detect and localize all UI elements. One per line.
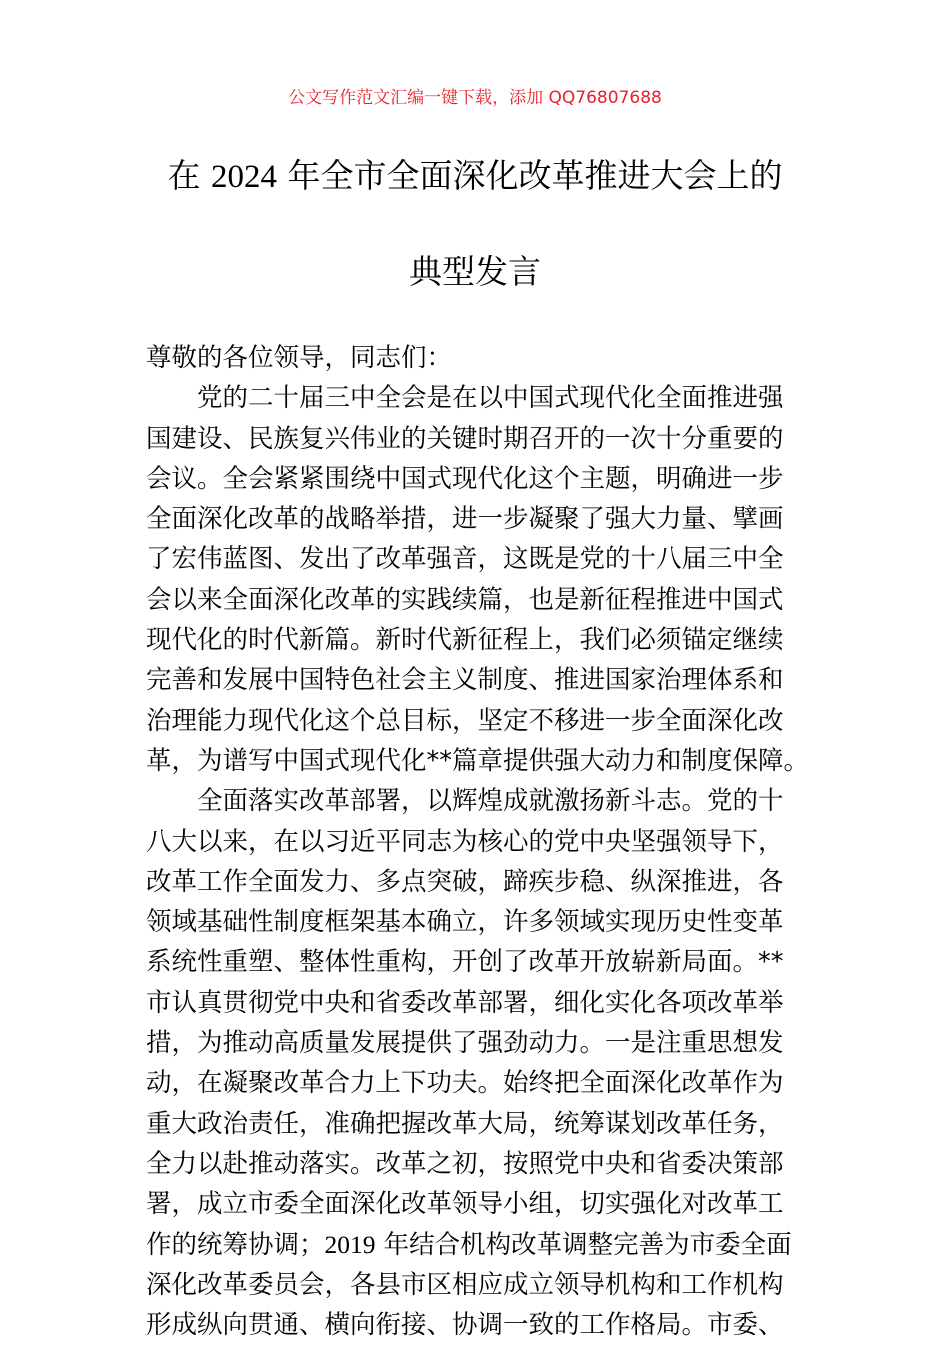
body-line-year: 2019 (324, 1229, 376, 1259)
body-line: 党的二十届三中全会是在以中国式现代化全面推进强 (197, 383, 784, 414)
body-line-post: 年结合机构改革调整完善为市委全面 (375, 1229, 792, 1260)
body-line: 会议。全会紧紧围绕中国式现代化这个主题，明确进一步 (146, 463, 784, 494)
body-line: 全面深化改革的战略举措，进一步凝聚了强大力量、擘画 (146, 504, 784, 535)
body-line: 形成纵向贯通、横向衔接、协调一致的工作格局。市委、 (146, 1310, 784, 1341)
title-suffix: 年全市全面深化改革推进大会上的 (277, 156, 783, 195)
body-line: 全面落实改革部署，以辉煌成就激扬新斗志。党的十 (197, 786, 784, 817)
document-title-line2: 典型发言 (409, 252, 541, 291)
body-line: 了宏伟蓝图、发出了改革强音，这既是党的十八届三中全 (146, 544, 784, 575)
body-line: 深化改革委员会，各县市区相应成立领导机构和工作机构 (146, 1269, 784, 1300)
body-line (146, 1225, 810, 1265)
body-line: 国建设、民族复兴伟业的关键时期召开的一次十分重要的 (146, 423, 784, 454)
title-year: 2024 (211, 159, 277, 195)
body-line: 动，在凝聚改革合力上下功夫。始终把全面深化改革作为 (146, 1068, 784, 1099)
body-line: 领域基础性制度框架基本确立，许多领域实现历史性变革 (146, 907, 784, 938)
body-line: 全力以赴推动落实。改革之初，按照党中央和省委决策部 (146, 1148, 784, 1179)
body-line-pre: 作的统筹协调； (146, 1229, 325, 1260)
document-title (140, 156, 810, 197)
body-line: 完善和发展中国特色社会主义制度、推进国家治理体系和 (146, 665, 784, 696)
body-line: 署，成立市委全面深化改革领导小组，切实强化对改革工 (146, 1189, 784, 1220)
body-line: 改革工作全面发力、多点突破，蹄疾步稳、纵深推进，各 (146, 866, 784, 897)
body-line: 重大政治责任，准确把握改革大局，统筹谋划改革任务， (146, 1108, 784, 1139)
body-line: 措，为推动高质量发展提供了强劲动力。一是注重思想发 (146, 1028, 784, 1059)
body-line: 会以来全面深化改革的实践续篇，也是新征程推进中国式 (146, 584, 784, 615)
body-line: 八大以来，在以习近平同志为核心的党中央坚强领导下， (146, 826, 784, 857)
title-prefix: 在 (167, 156, 211, 195)
body-line: 现代化的时代新篇。新时代新征程上，我们必须锚定继续 (146, 625, 784, 656)
watermark-header: 公文写作范文汇编一键下载，添加 QQ76807688 (288, 88, 662, 108)
document-body (146, 338, 810, 1345)
body-line: 市认真贯彻党中央和省委改革部署，细化实化各项改革举 (146, 987, 784, 1018)
body-line: 系统性重塑、整体性重构，开创了改革开放崭新局面。** (146, 947, 784, 978)
salutation: 尊敬的各位领导，同志们： (146, 343, 453, 373)
body-line: 治理能力现代化这个总目标，坚定不移进一步全面深化改 (146, 705, 784, 736)
body-line: 革，为谱写中国式现代化**篇章提供强大动力和制度保障。 (146, 745, 810, 776)
